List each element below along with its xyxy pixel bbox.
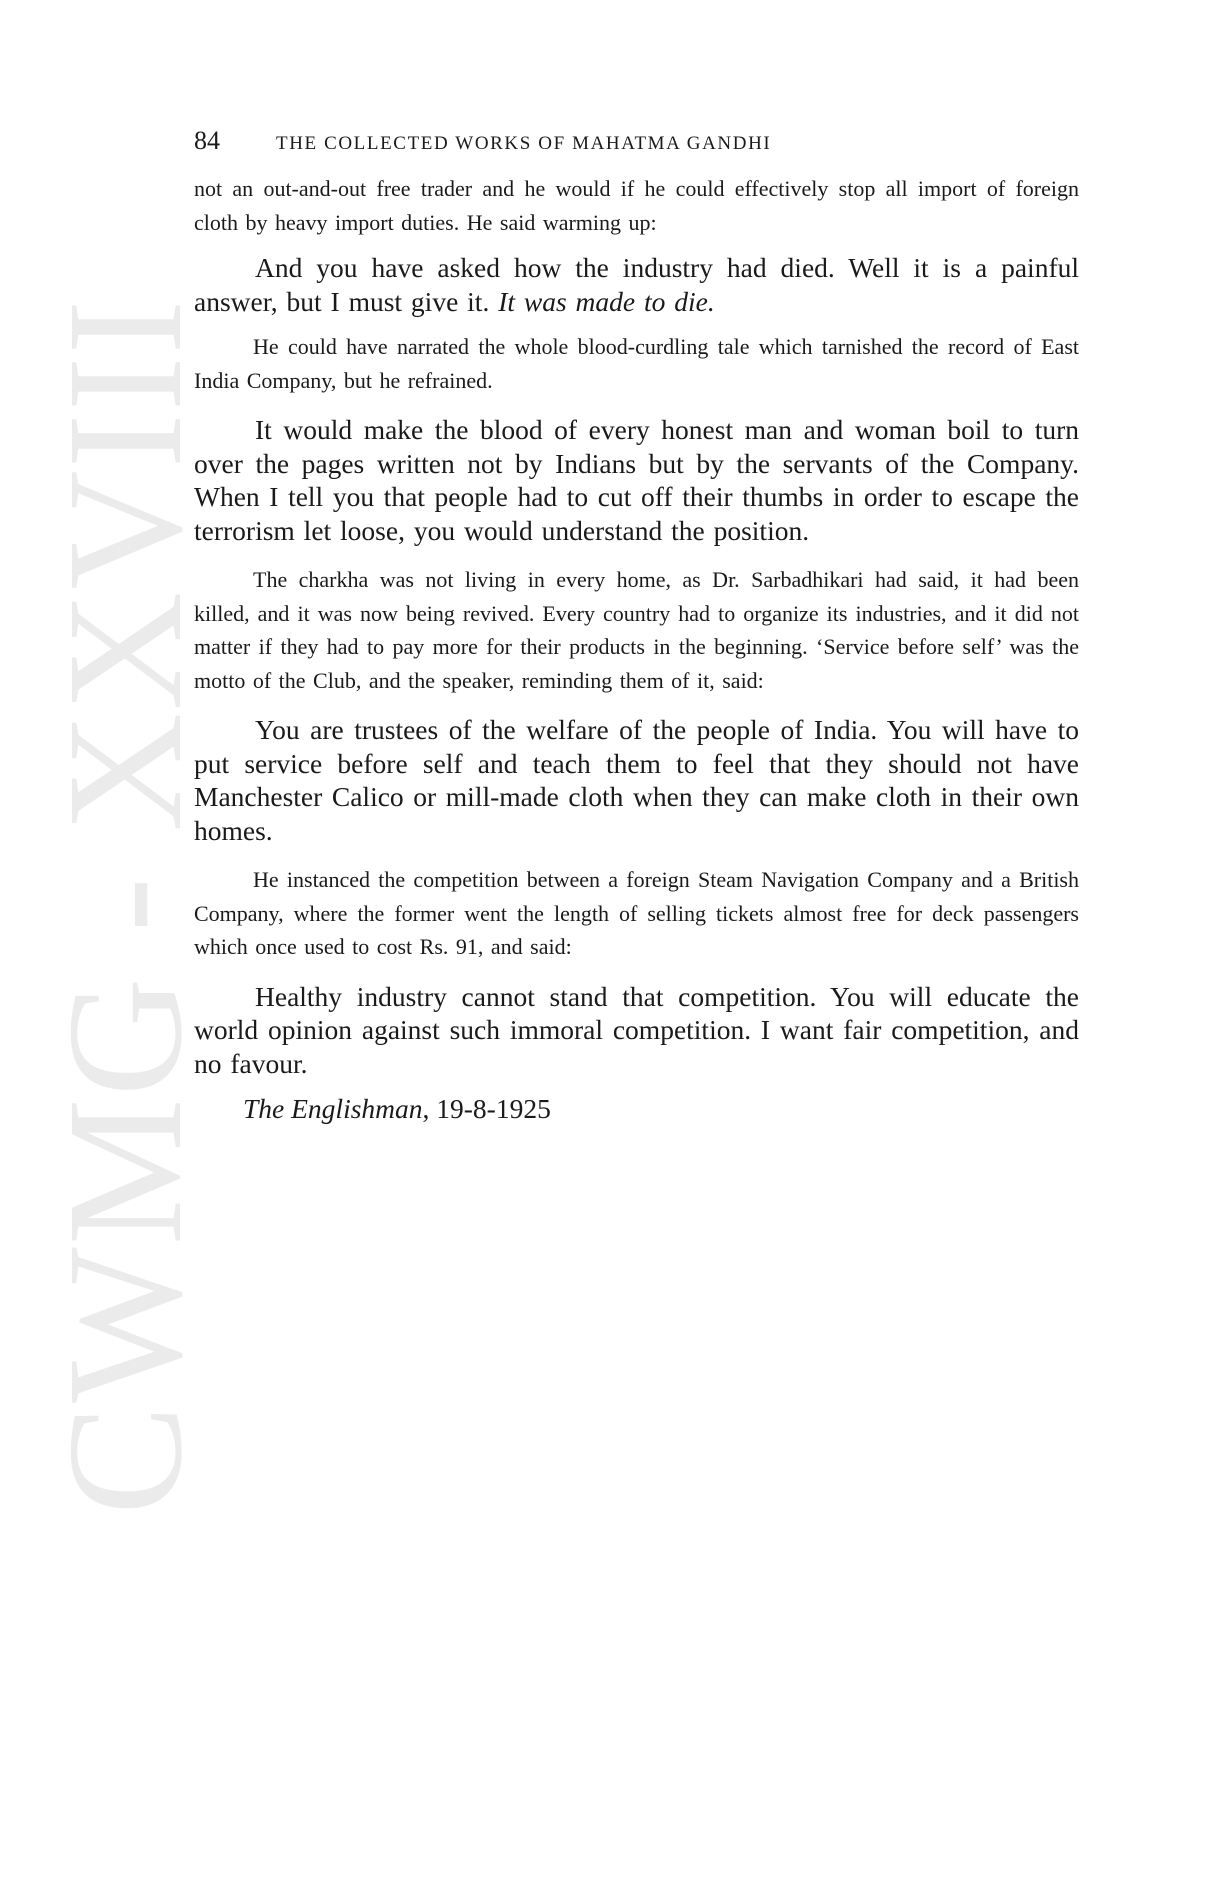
watermark: CWMG - XXVIII — [33, 297, 216, 1515]
source-date: , 19-8-1925 — [422, 1093, 551, 1124]
paragraph-4: He instanced the competition between a foreign Steam Navigation Company and a British Company, where the former went the length of selling tickets almost free for deck passengers which once used to cost Rs. 91, and said: — [194, 867, 1079, 959]
quote-3: You are trustees of the welfare of the people of India. You will have to put service before self and teach them to feel that they should not have Manchester Calico or mill-made cloth when they can make cloth in their own homes. — [194, 714, 1079, 846]
page-content — [194, 126, 1079, 1126]
source-publication: The Englishman — [243, 1093, 423, 1124]
paragraph-2: He could have narrated the whole blood-curdling tale which tarnished the record of East India Company, but he refrained. — [194, 334, 1079, 393]
source-citation — [194, 1092, 1079, 1126]
quote-1 — [194, 251, 1079, 318]
page-header — [194, 126, 1079, 172]
paragraph-3: The charkha was not living in every home, as Dr. Sarbadhikari had said, it had been killed, and it was now being revived. Every country had to organize its industries, and it did not matter if they had to pay more for their products in the beginning. ‘Service before self’ was the motto of the Club, and the speaker, reminding them of it, said: — [194, 567, 1079, 693]
quote-1-emphasis: It was made to die. — [498, 285, 715, 317]
paragraph-1: not an out-and-out free trader and he would if he could effectively stop all import of foreign cloth by heavy import duties. He said warming up: — [194, 176, 1079, 235]
running-head: THE COLLECTED WORKS OF MAHATMA GANDHI — [276, 133, 772, 154]
quote-1-text: And you have asked how the industry had died. Well it is a painful answer, but I must give it. — [194, 252, 1079, 317]
page-number: 84 — [194, 126, 220, 155]
quote-2: It would make the blood of every honest man and woman boil to turn over the pages written not by Indians but by the servants of the Company. When I tell you that people had to cut off their thumbs in order to escape the terrorism let loose, you would understand the position. — [194, 414, 1079, 546]
quote-4: Healthy industry cannot stand that competition. You will educate the world opinion against such immoral competition. I want fair competition, and no favour. — [194, 980, 1079, 1079]
